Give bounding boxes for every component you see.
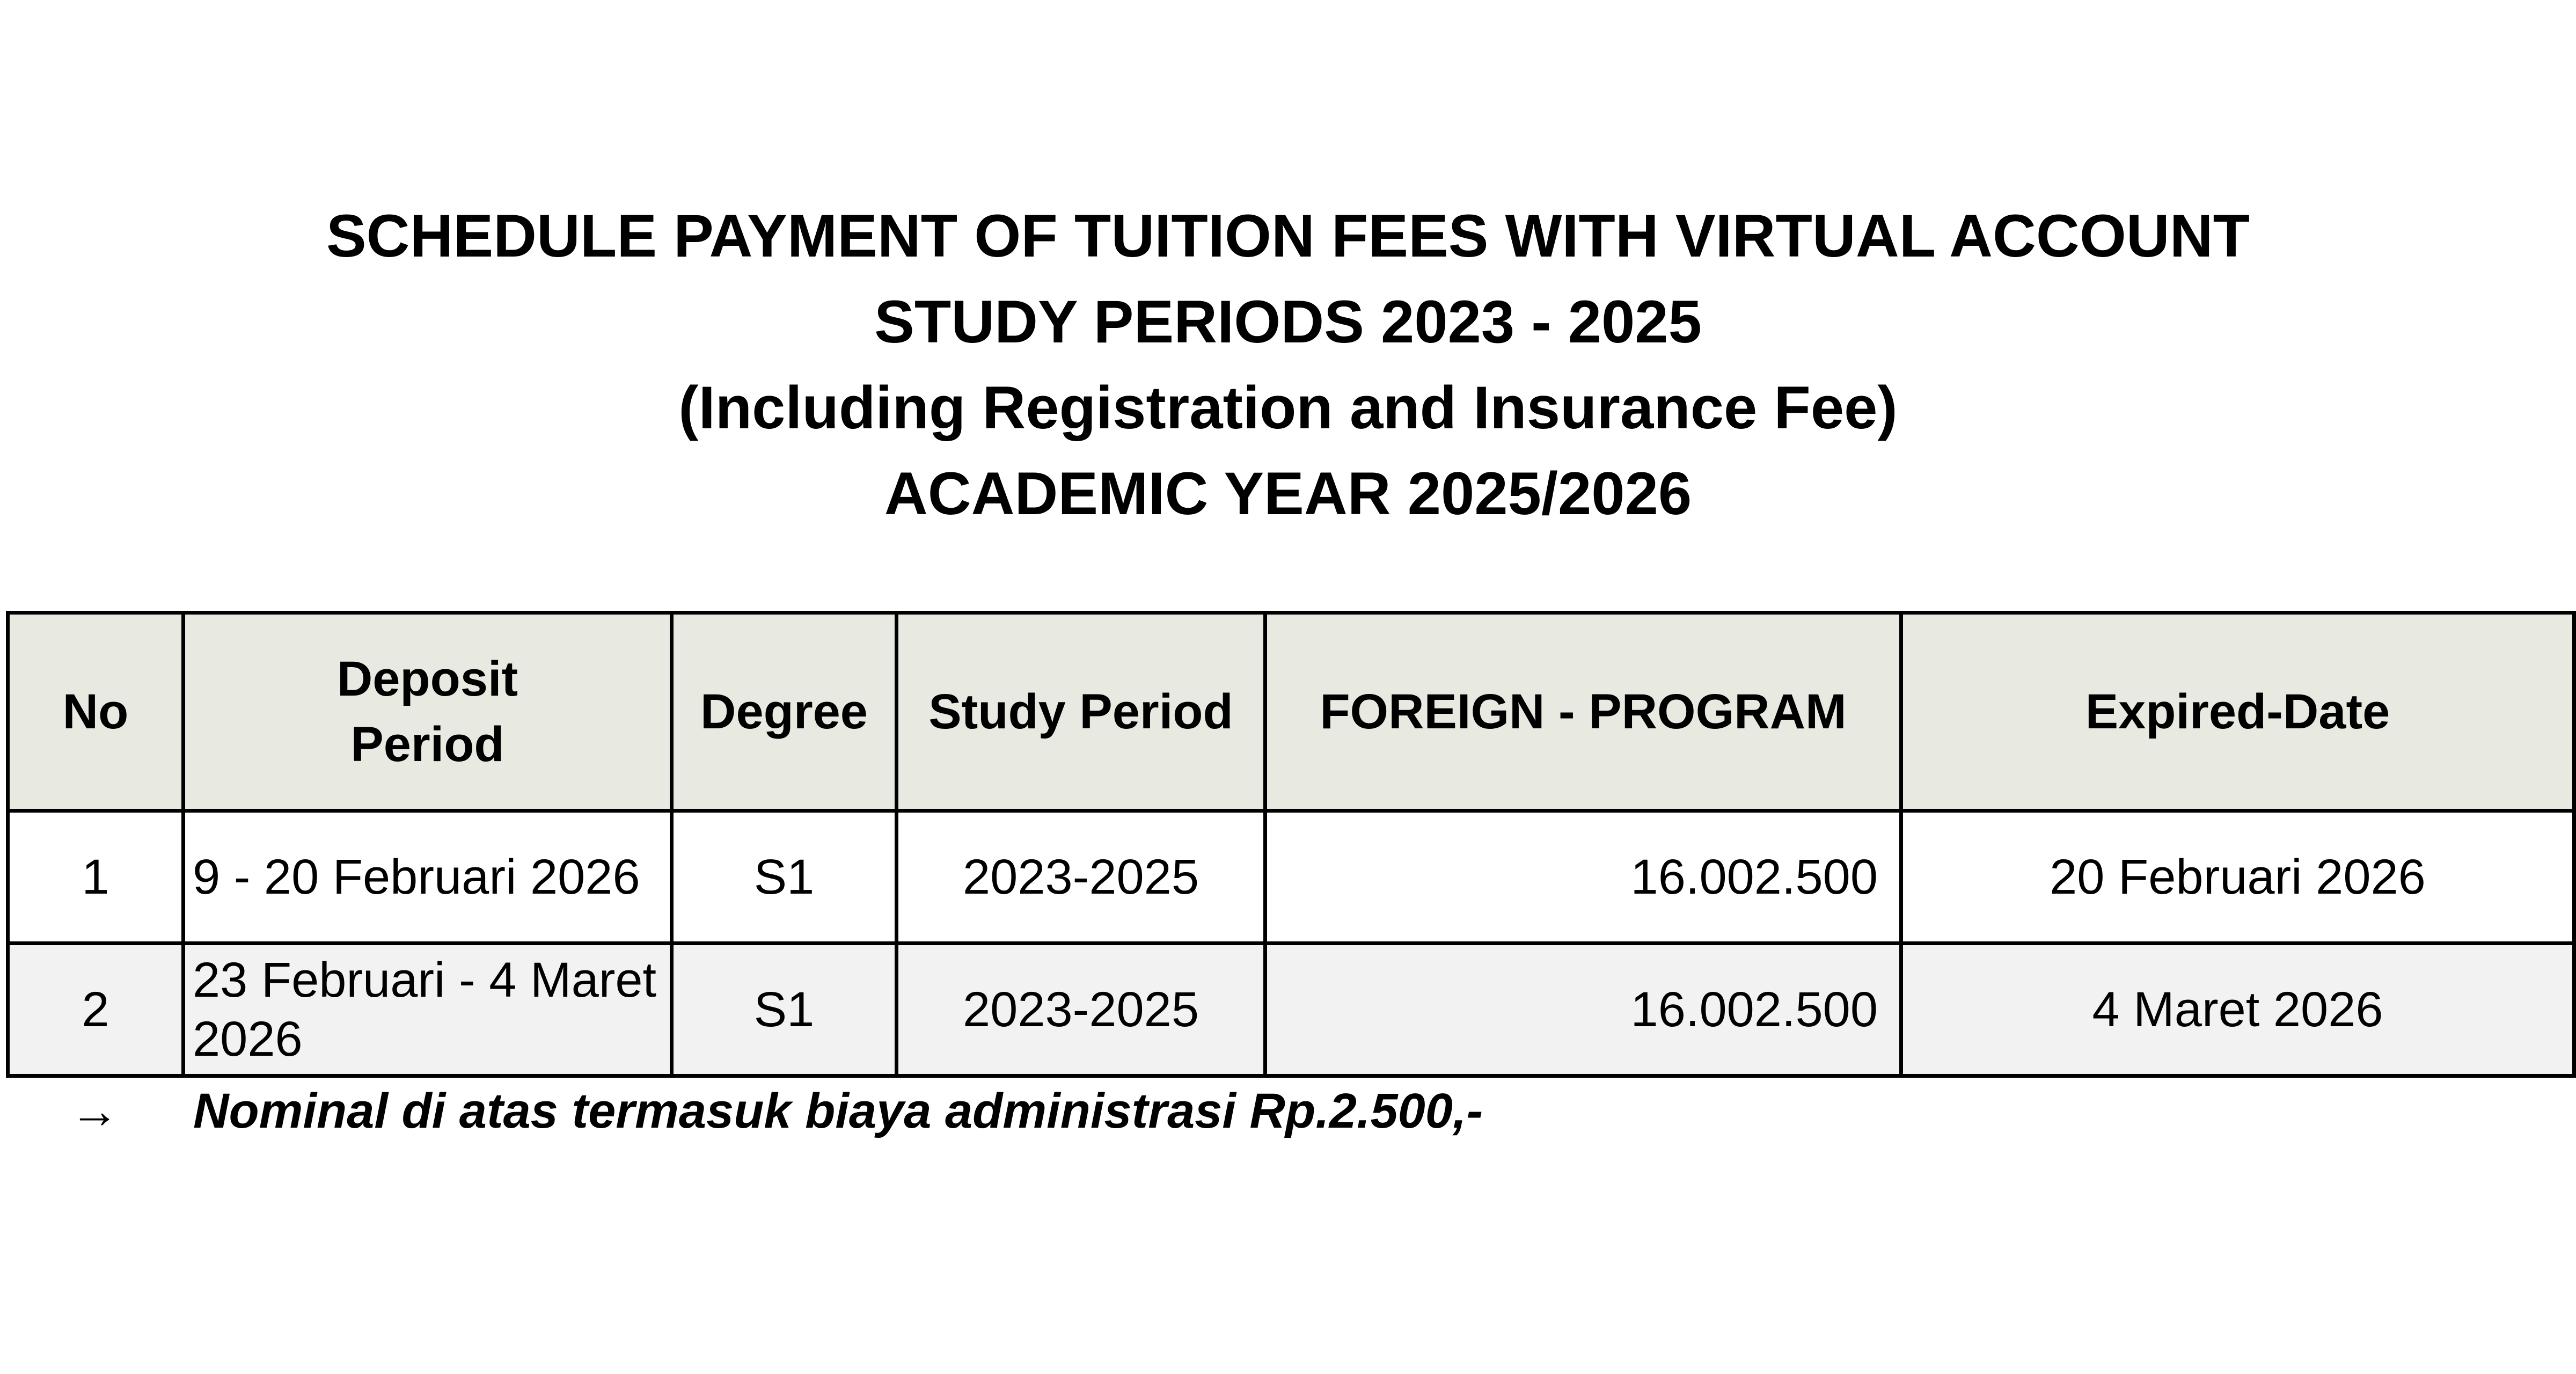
cell-study-period: 2023-2025: [897, 811, 1265, 944]
document-subtitle-fee-note: (Including Registration and Insurance Fee): [678, 374, 1898, 441]
header-foreign-program: FOREIGN - PROGRAM: [1265, 613, 1901, 811]
table-header-row: [8, 613, 2574, 811]
header-deposit-period: [184, 613, 672, 811]
document-title: SCHEDULE PAYMENT OF TUITION FEES WITH VIRTUAL ACCOUNT: [326, 202, 2250, 269]
document-subtitle-study-periods: STUDY PERIODS 2023 - 2025: [874, 288, 1702, 355]
fee-note: [70, 1076, 1483, 1146]
table-row: [8, 811, 2574, 944]
header-no: No: [8, 613, 184, 811]
header-deposit-period-line2: Period: [350, 717, 504, 772]
table-row: [8, 944, 2574, 1076]
payment-schedule-table: [6, 611, 2576, 1078]
cell-deposit-period: [184, 944, 672, 1076]
document-subtitle-academic-year: ACADEMIC YEAR 2025/2026: [884, 460, 1692, 527]
cell-expired-date: 4 Maret 2026: [1901, 944, 2574, 1076]
cell-expired-date: 20 Februari 2026: [1901, 811, 2574, 944]
header-expired-date: Expired-Date: [1901, 613, 2574, 811]
cell-degree: S1: [672, 811, 897, 944]
cell-study-period: 2023-2025: [897, 944, 1265, 1076]
cell-deposit-period-line2: 2026: [193, 1012, 303, 1066]
header-deposit-period-line1: Deposit: [336, 652, 518, 706]
fee-note-text: Nominal di atas termasuk biaya administrasi Rp.2.500,-: [193, 1084, 1483, 1138]
cell-no: 1: [8, 811, 184, 944]
cell-amount: 16.002.500: [1265, 811, 1901, 944]
cell-no: 2: [8, 944, 184, 1076]
cell-amount: 16.002.500: [1265, 944, 1901, 1076]
header-degree: Degree: [672, 613, 897, 811]
document-title-block: [0, 193, 2576, 537]
cell-deposit-period-line1: 9 - 20 Februari 2026: [193, 850, 640, 904]
cell-deposit-period: [184, 811, 672, 944]
arrow-right-icon: →: [70, 1084, 119, 1138]
cell-degree: S1: [672, 944, 897, 1076]
header-study-period: Study Period: [897, 613, 1265, 811]
cell-deposit-period-line1: 23 Februari - 4 Maret: [193, 953, 657, 1007]
